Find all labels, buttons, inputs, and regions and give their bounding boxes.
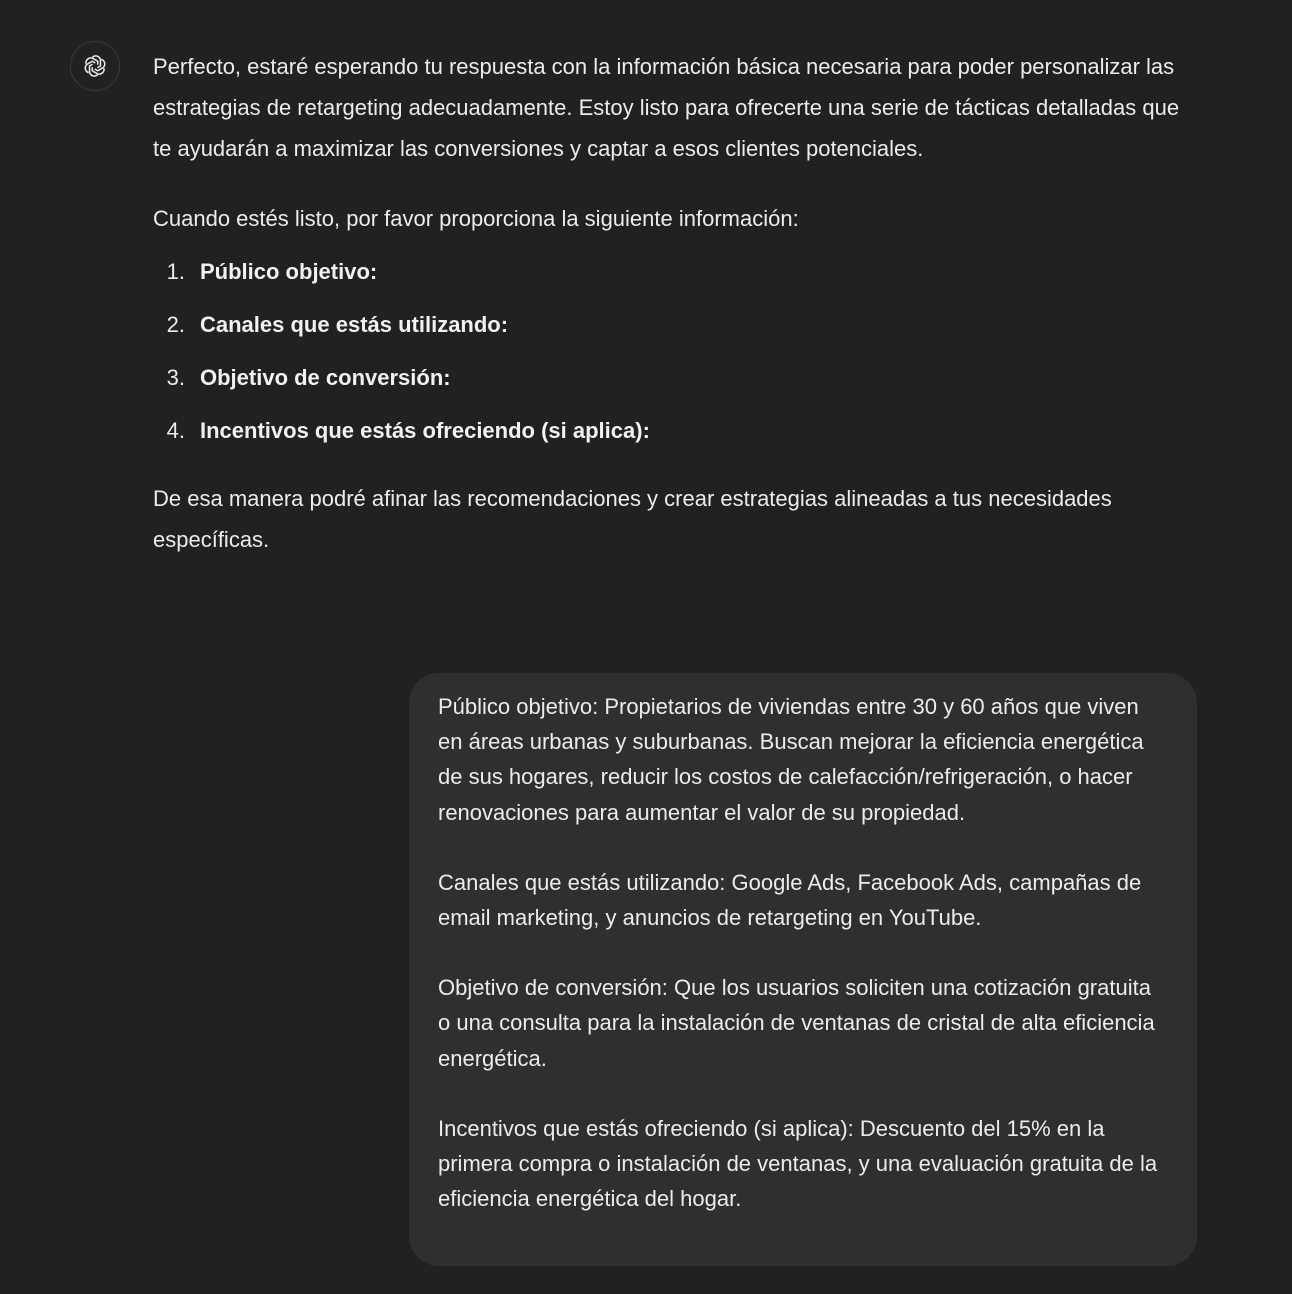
user-paragraph-audience: Público objetivo: Propietarios de viviendas entre 30 y 60 años que viven en áreas urbanas y suburbanas. Buscan mejorar la eficiencia energética de sus hogares, reducir los costos de calefacción/refrigeración, o hacer renovaciones para aumentar el valor de su propiedad.: [438, 694, 1144, 825]
assistant-closing-text: De esa manera podré afinar las recomendaciones y crear estrategias alineadas a tus necesidades específicas.: [153, 486, 1112, 552]
list-item-label: Público objetivo:: [200, 259, 378, 284]
user-paragraph-incentives: Incentivos que estás ofreciendo (si aplica): Descuento del 15% en la primera compra o instalación de ventanas, y una evaluación gratuita de la eficiencia energética del hogar.: [438, 1115, 1158, 1212]
requested-info-list: [153, 251, 1198, 463]
list-item-number: 3.: [166, 365, 185, 390]
list-item: [153, 410, 1198, 463]
list-item-number: 2.: [166, 312, 185, 337]
openai-logo-icon: [81, 52, 109, 80]
user-paragraph-conversion: Objetivo de conversión: Que los usuarios soliciten una cotización gratuita o una consulta para la instalación de ventanas de cristal de alta eficiencia energética.: [438, 975, 1155, 1071]
assistant-avatar: [70, 41, 120, 91]
assistant-message: [153, 46, 1198, 560]
list-item-label: Canales que estás utilizando:: [200, 312, 509, 337]
list-item-number: 4.: [166, 418, 185, 443]
assistant-prompt-text: Cuando estés listo, por favor proporciona la siguiente información:: [153, 206, 799, 231]
assistant-intro-text: Perfecto, estaré esperando tu respuesta con la información básica necesaria para poder personalizar las estrategias de retargeting adecuadamente. Estoy listo para ofrecerte una serie de tácticas detalladas que te ayudarán a maximizar las conversiones y captar a esos clientes potenciales.: [153, 54, 1180, 161]
list-item: [153, 304, 1198, 357]
list-item-label: Incentivos que estás ofreciendo (si aplica):: [200, 418, 650, 443]
list-item-label: Objetivo de conversión:: [200, 365, 451, 390]
list-item-number: 1.: [166, 259, 185, 284]
list-item: [153, 251, 1198, 304]
user-paragraph-channels: Canales que estás utilizando: Google Ads, Facebook Ads, campañas de email marketing, y anuncios de retargeting en YouTube.: [438, 869, 1142, 931]
user-message-bubble: [409, 673, 1197, 1266]
list-item: [153, 357, 1198, 410]
